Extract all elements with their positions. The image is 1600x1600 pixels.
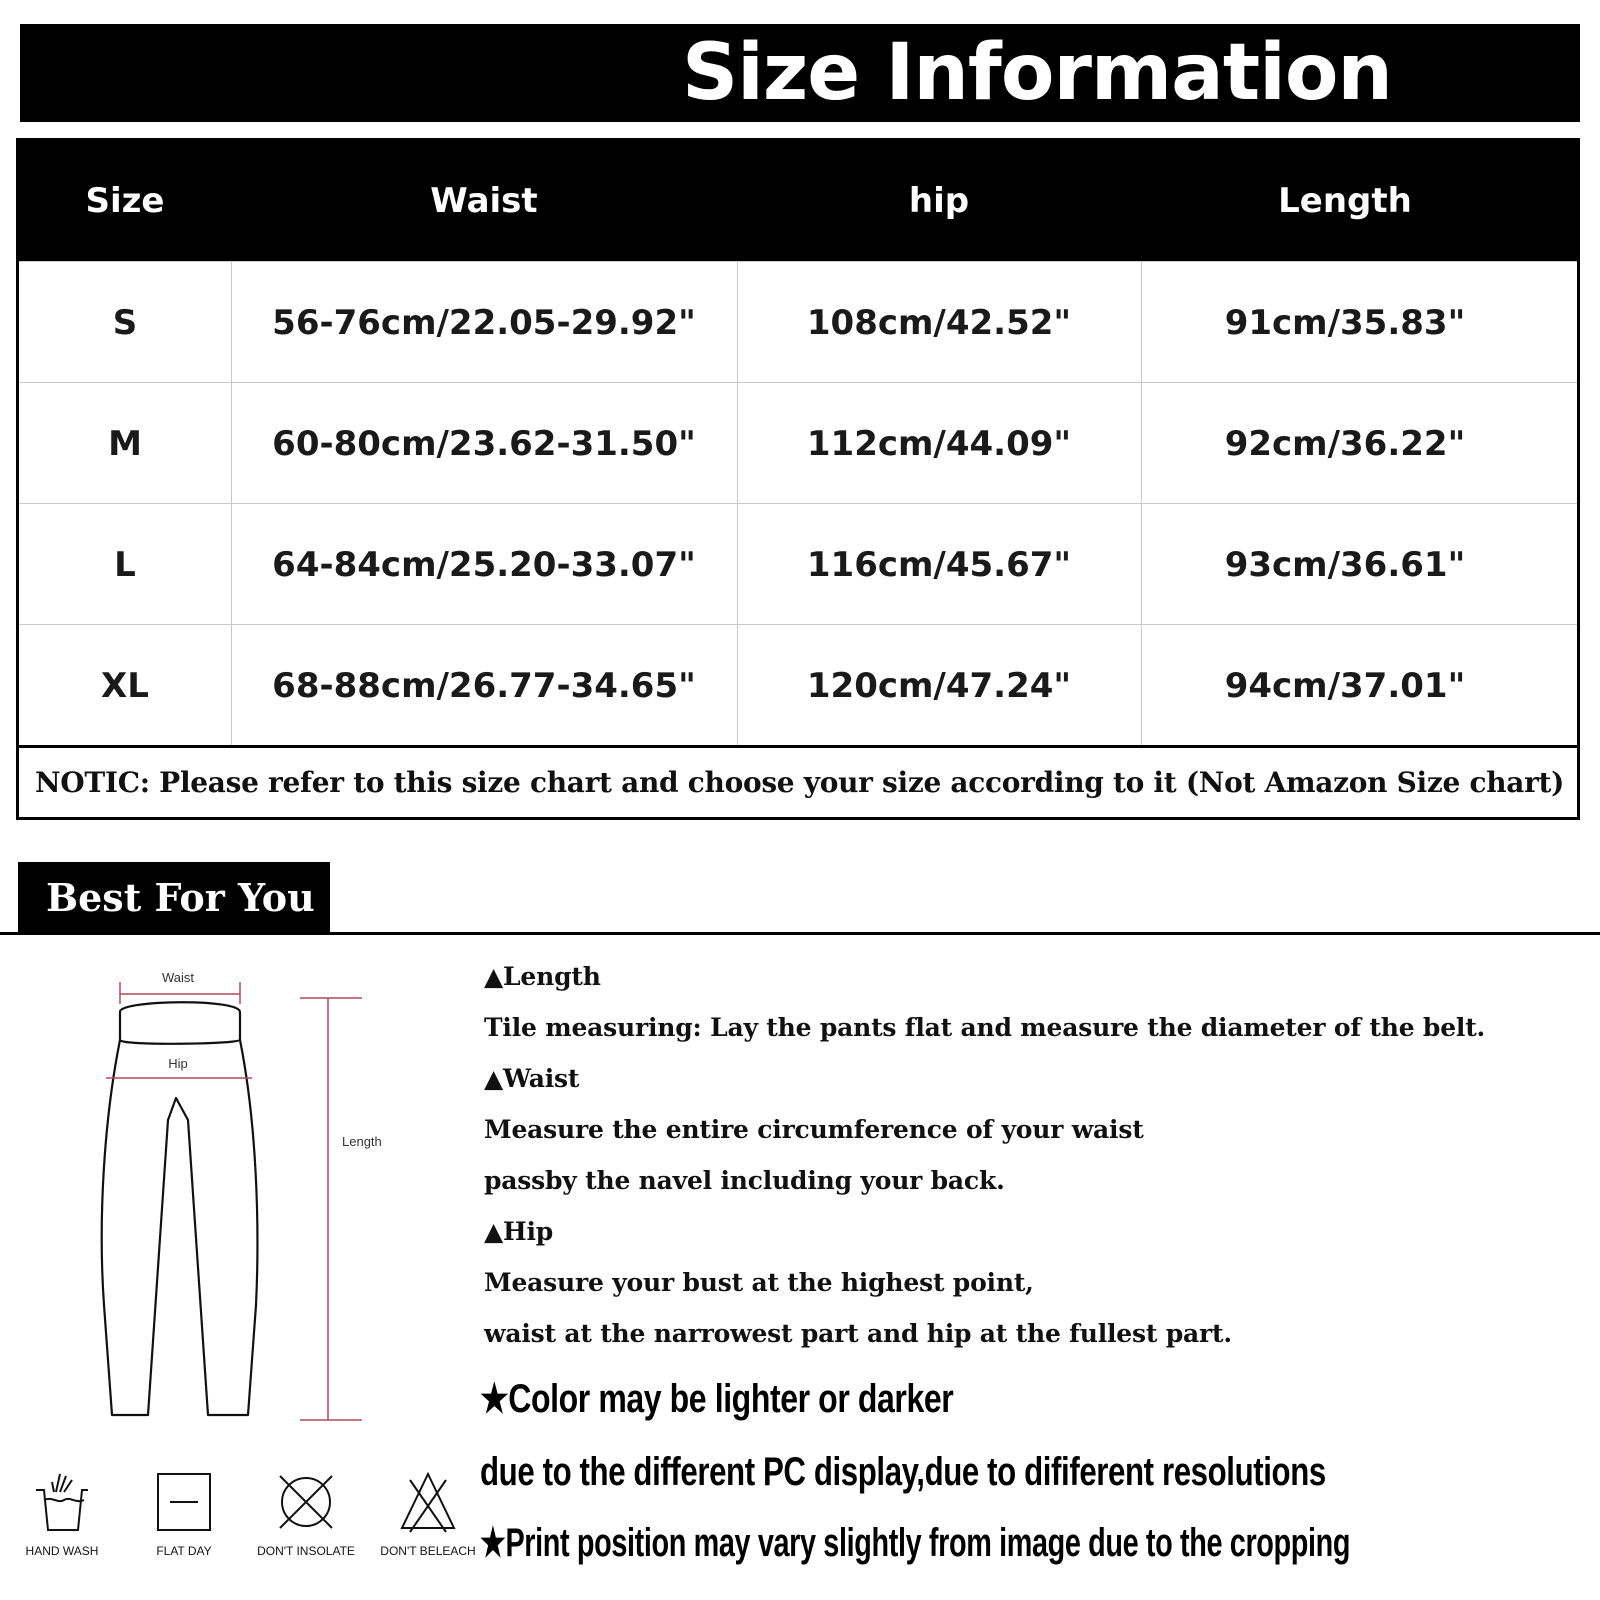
measure-heading-hip: ▲Hip: [484, 1217, 554, 1246]
hand-wash-icon: [30, 1470, 94, 1534]
page-title: Size Information: [682, 28, 1392, 118]
length-measure-line: [300, 998, 362, 1420]
header-waist: Waist: [430, 181, 538, 221]
measure-text: Measure the entire circumference of your waist: [484, 1115, 1144, 1144]
cell-size: S: [112, 303, 138, 343]
care-item: [256, 1470, 356, 1558]
measure-heading-waist: ▲Waist: [484, 1064, 580, 1093]
cell-waist: 64-84cm/25.20-33.07": [272, 545, 696, 585]
cell-length: 94cm/37.01": [1224, 666, 1466, 706]
cell-size: XL: [101, 666, 149, 706]
cell-hip: 112cm/44.09": [806, 424, 1072, 464]
table-row: [19, 382, 1577, 504]
cell-size: M: [108, 424, 142, 464]
title-banner: [20, 24, 1580, 122]
color-note: ★Color may be lighter or darker: [480, 1377, 954, 1421]
measure-text: Measure your bust at the highest point,: [484, 1268, 1034, 1297]
display-note: due to the different PC display,due to dififerent resolutions: [480, 1450, 1326, 1494]
measure-heading-length: ▲Length: [484, 962, 601, 991]
cell-length: 91cm/35.83": [1224, 303, 1466, 343]
flat-dry-icon: [152, 1470, 216, 1534]
cell-waist: 68-88cm/26.77-34.65": [272, 666, 696, 706]
care-item: [12, 1470, 112, 1558]
do-not-tumble-icon: [274, 1470, 338, 1534]
table-row: [19, 503, 1577, 625]
column-divider: [737, 261, 738, 745]
care-label: DON'T BELEACH: [380, 1544, 476, 1558]
waist-measure-line: [120, 982, 240, 1004]
measure-text: waist at the narrowest part and hip at the fullest part.: [484, 1319, 1232, 1348]
waist-label: Waist: [161, 970, 195, 985]
cell-waist: 60-80cm/23.62-31.50": [272, 424, 696, 464]
section-divider: [0, 932, 1600, 935]
header-length: Length: [1278, 181, 1412, 221]
size-notice: [19, 745, 1577, 817]
pants-measurement-diagram: [90, 960, 420, 1440]
cell-length: 92cm/36.22": [1224, 424, 1466, 464]
cell-waist: 56-76cm/22.05-29.92": [272, 303, 696, 343]
cell-hip: 116cm/45.67": [806, 545, 1072, 585]
header-hip: hip: [908, 181, 970, 221]
care-label: HAND WASH: [25, 1544, 99, 1558]
column-divider: [1141, 261, 1142, 745]
cell-hip: 120cm/47.24": [806, 666, 1072, 706]
hip-label: Hip: [168, 1056, 188, 1071]
table-row: [19, 624, 1577, 746]
care-label: DON'T INSOLATE: [257, 1544, 355, 1558]
best-for-you-tab: Best For You: [18, 862, 330, 934]
care-item: [378, 1470, 478, 1558]
measure-text: Tile measuring: Lay the pants flat and measure the diameter of the belt.: [484, 1013, 1486, 1042]
header-size: Size: [85, 181, 165, 221]
cell-length: 93cm/36.61": [1224, 545, 1466, 585]
care-label: FLAT DAY: [156, 1544, 212, 1558]
table-header: [19, 141, 1577, 261]
column-divider: [231, 261, 232, 745]
do-not-bleach-icon: [396, 1470, 460, 1534]
measure-text: passby the navel including your back.: [484, 1166, 1005, 1195]
length-label: Length: [342, 1134, 382, 1149]
print-position-note: ★Print position may vary slightly from image due to the cropping: [480, 1521, 1351, 1565]
size-table: [16, 138, 1580, 820]
table-row: [19, 261, 1577, 383]
notice-text: NOTIC: Please refer to this size chart and choose your size according to it (Not Amazon Size chart): [35, 766, 1565, 799]
cell-hip: 108cm/42.52": [806, 303, 1072, 343]
care-item: [134, 1470, 234, 1558]
cell-size: L: [114, 545, 136, 585]
